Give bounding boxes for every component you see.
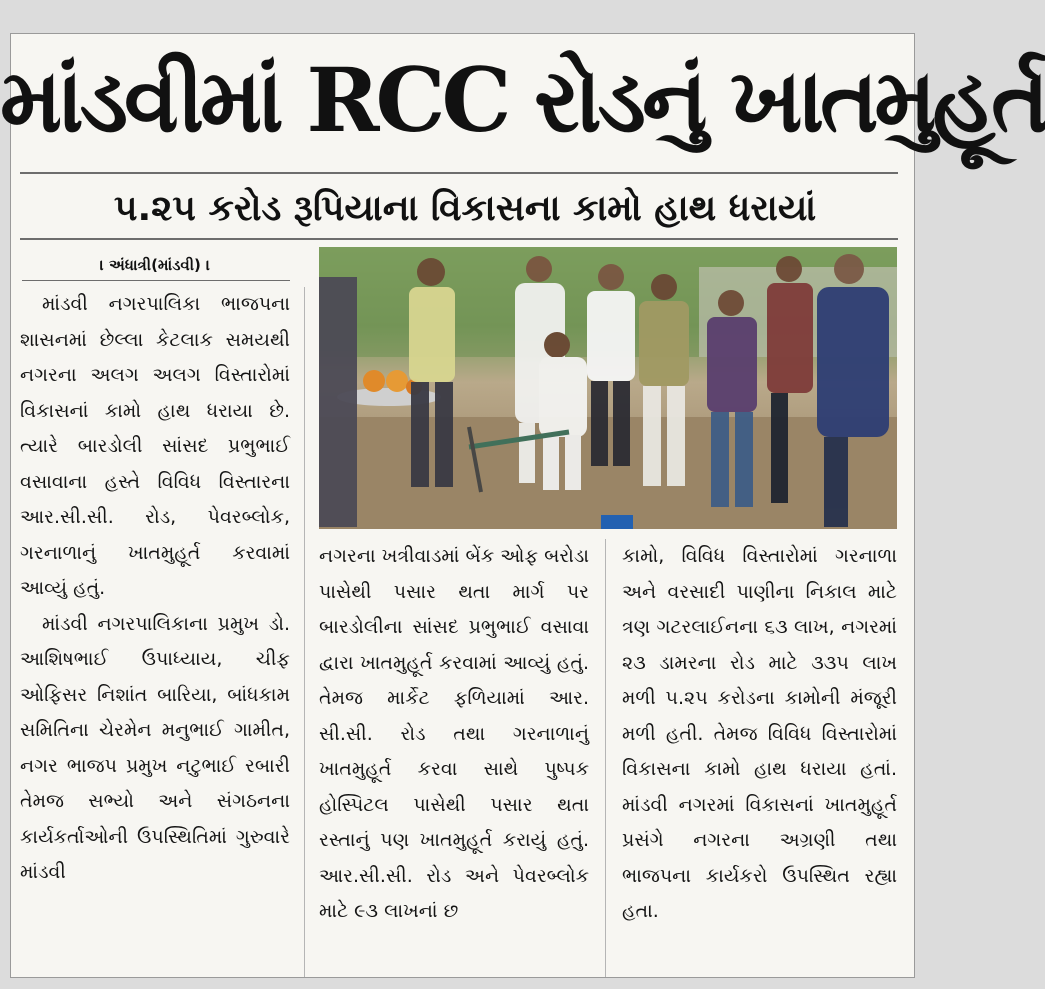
column-divider <box>304 287 305 977</box>
photo-illustration <box>319 247 897 529</box>
article-column-1 <box>20 287 290 977</box>
column-divider <box>605 539 606 977</box>
subheadline-rule <box>20 238 898 240</box>
column3-text: કામો, વિવિધ વિસ્તારોમાં ગરનાળા અને વરસાદી પાણીના નિકાલ માટે ત્રણ ગટરલાઈનના ૬૩ લાખ, નગરમાં ૨૩ ડામરના રોડ માટે ૩૩૫ લાખ મળી ૫.૨૫ કરોડના કામોની મંજૂરી મળી હતી. તેમજ વિવિધ વિસ્તારોમાં વિકાસના કામો હાથ ધરાયા હતાં. માંડવી નગરમાં વિકાસનાં ખાતમુહૂર્ત પ્રસંગે નગરના અગ્રણી તથા ભાજપના કાર્યકરો ઉપસ્થિત રહ્યા હતા. <box>622 545 897 922</box>
event-photo <box>319 247 897 529</box>
headline-rule <box>20 172 898 174</box>
column1-paragraph-2: માંડવી નગરપાલિકાના પ્રમુખ ડો. આશિષભાઈ ઉપાધ્યાય, ચીફ ઓફિસર નિશાંત બારિયા, બાંધકામ સમિતિના ચેરમેન મનુભાઈ ગામીત, નગર ભાજપ પ્રમુખ નટુભાઈ રબારી તેમજ સભ્યો અને સંગઠનના કાર્યકર્તાઓની ઉપસ્થિતિમાં ગુરુવારે માંડવી <box>20 612 290 883</box>
headline: માંડવીમાં RCC રોડનું ખાતમુહૂર્ત <box>0 48 1045 152</box>
dateline-rule <box>22 280 290 281</box>
column2-text: નગરના ખત્રીવાડમાં બેંક ઓફ બરોડા પાસેથી પસાર થતા માર્ગ પર બારડોલીના સાંસદ પ્રભુભાઈ વસાવા દ્વારા ખાતમુહૂર્ત કરવામાં આવ્યું હતું. તેમજ માર્કેટ ફળિયામાં આર. સી.સી. રોડ તથા ગરનાળાનું ખાતમુહૂર્ત કરવા સાથે પુષ્પક હોસ્પિટલ પાસેથી પસાર થતા રસ્તાનું પણ ખાતમુહૂર્ત કરાયું હતું. આર.સી.સી. રોડ અને પેવરબ્લોક માટે ૯૩ લાખનાં છ <box>319 545 589 922</box>
column1-paragraph-1: માંડવી નગરપાલિકા ભાજપના શાસનમાં છેલ્લા કેટલાક સમયથી નગરના અલગ અલગ વિસ્તારોમાં વિકાસનાં કામો હાથ ધરાયા છે. ત્યારે બારડોલી સાંસદ પ્રભુભાઈ વસાવાના હસ્તે વિવિધ વિસ્તારના આર.સી.સી. રોડ, પેવરબ્લોક, ગરનાળાનું ખાતમુહૂર્ત કરવામાં આવ્યું હતું. <box>20 293 290 599</box>
subheadline: ૫.૨૫ કરોડ રૂપિયાના વિકાસના કામો હાથ ધરાયાં <box>113 188 817 229</box>
dateline: । અંધાત્રી(માંડવી) । <box>99 256 211 274</box>
article-column-3 <box>622 539 897 977</box>
article-column-2 <box>319 539 589 977</box>
